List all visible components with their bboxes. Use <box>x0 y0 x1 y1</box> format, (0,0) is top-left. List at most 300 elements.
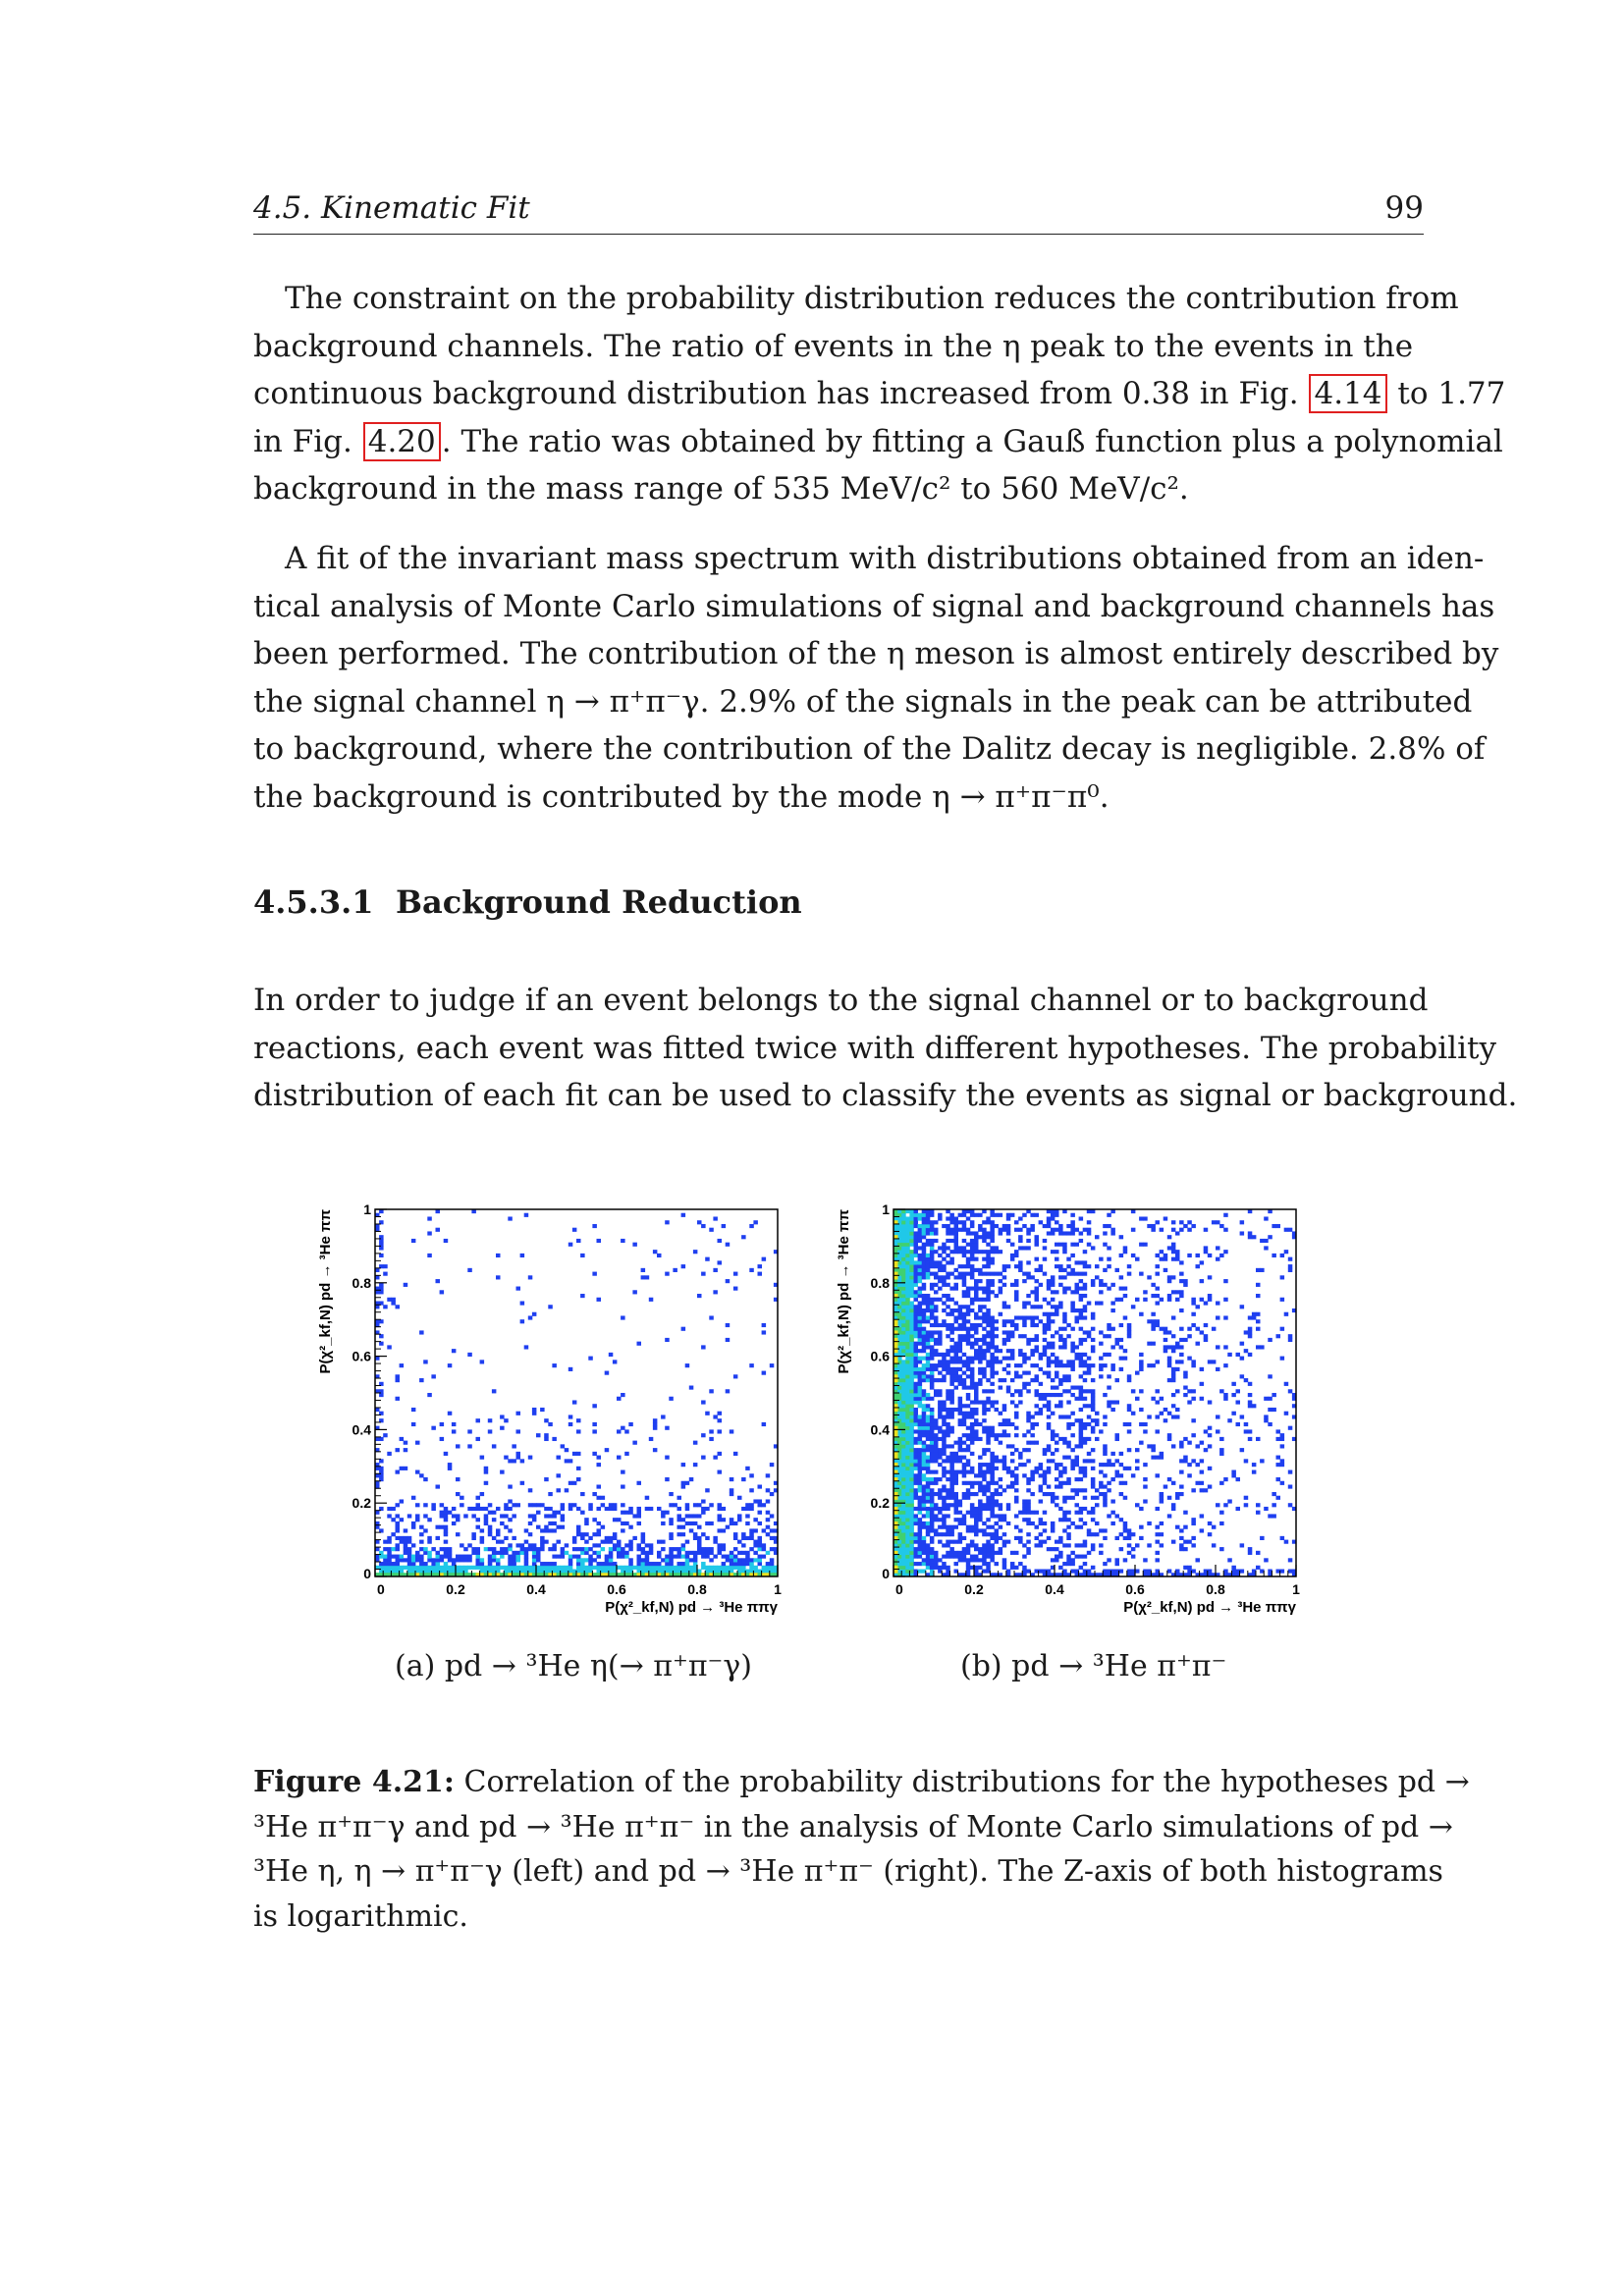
histogram-bin <box>427 1518 432 1522</box>
histogram-bin <box>1026 1481 1031 1485</box>
histogram-bin <box>1095 1418 1100 1422</box>
histogram-bin <box>730 1518 734 1522</box>
histogram-bin <box>431 1503 436 1507</box>
histogram-bin <box>440 1570 445 1574</box>
histogram-bin <box>901 1363 906 1367</box>
histogram-bin <box>926 1334 931 1338</box>
histogram-bin <box>901 1338 906 1342</box>
histogram-bin <box>1212 1543 1217 1547</box>
histogram-bin <box>922 1228 927 1232</box>
histogram-bin <box>982 1349 987 1353</box>
histogram-bin <box>524 1558 529 1562</box>
histogram-bin <box>1127 1551 1132 1555</box>
histogram-bin <box>1191 1397 1196 1401</box>
histogram-bin <box>949 1287 954 1291</box>
histogram-bin <box>954 1441 959 1445</box>
histogram-bin <box>561 1555 566 1559</box>
histogram-bin <box>901 1543 906 1547</box>
histogram-bin <box>1183 1386 1188 1390</box>
histogram-bin <box>1167 1330 1172 1334</box>
histogram-bin <box>544 1562 549 1566</box>
histogram-bin <box>1200 1459 1205 1463</box>
figure-ref-4-14[interactable]: 4.14 <box>1309 374 1386 413</box>
histogram-bin <box>905 1231 910 1235</box>
histogram-bin <box>741 1543 746 1547</box>
histogram-bin <box>1035 1378 1040 1382</box>
histogram-bin <box>1236 1422 1241 1426</box>
histogram-bin <box>1010 1393 1015 1397</box>
histogram-bin <box>909 1338 914 1342</box>
histogram-bin <box>905 1518 910 1522</box>
histogram-bin <box>1018 1246 1023 1250</box>
histogram-bin <box>901 1268 906 1272</box>
histogram-bin <box>999 1290 1003 1294</box>
histogram-bin <box>1204 1246 1209 1250</box>
histogram-bin <box>926 1433 931 1437</box>
histogram-bin <box>592 1543 597 1547</box>
histogram-bin <box>1151 1323 1156 1327</box>
histogram-bin <box>436 1525 441 1529</box>
histogram-bin <box>1070 1213 1075 1217</box>
histogram-bin <box>576 1507 581 1511</box>
histogram-bin <box>528 1503 533 1507</box>
histogram-bin <box>1022 1518 1027 1522</box>
histogram-bin <box>532 1503 537 1507</box>
histogram-bin <box>1058 1382 1063 1386</box>
histogram-bin <box>914 1389 919 1393</box>
histogram-bin <box>471 1566 476 1570</box>
histogram-bin <box>1160 1327 1164 1331</box>
histogram-bin <box>897 1231 902 1235</box>
histogram-bin <box>657 1566 662 1570</box>
histogram-bin <box>452 1522 457 1525</box>
histogram-bin <box>645 1275 650 1279</box>
histogram-bin <box>970 1525 975 1529</box>
histogram-bin <box>918 1231 923 1235</box>
histogram-bin <box>609 1507 614 1511</box>
histogram-bin <box>1079 1294 1084 1298</box>
histogram-bin <box>1110 1408 1115 1412</box>
histogram-bin <box>974 1412 979 1415</box>
histogram-bin <box>1167 1378 1172 1382</box>
histogram-bin <box>484 1547 489 1551</box>
histogram-bin <box>1002 1467 1006 1470</box>
histogram-bin <box>1280 1327 1285 1331</box>
histogram-bin <box>1047 1536 1052 1540</box>
histogram-bin <box>982 1547 987 1551</box>
histogram-bin <box>1256 1268 1261 1272</box>
histogram-bin <box>938 1404 943 1408</box>
histogram-bin <box>970 1345 975 1349</box>
histogram-bin <box>404 1558 408 1562</box>
histogram-bin <box>986 1283 991 1287</box>
histogram-bin <box>1022 1448 1027 1452</box>
histogram-bin <box>986 1287 991 1291</box>
histogram-bin <box>990 1511 995 1515</box>
histogram-bin <box>942 1319 947 1323</box>
histogram-bin <box>709 1558 714 1562</box>
histogram-bin <box>897 1532 902 1536</box>
histogram-bin <box>415 1555 420 1559</box>
histogram-bin <box>749 1558 754 1562</box>
histogram-bin <box>632 1441 637 1445</box>
histogram-bin <box>918 1393 923 1397</box>
histogram-bin <box>488 1532 493 1536</box>
histogram-bin <box>930 1496 935 1500</box>
histogram-bin <box>905 1492 910 1496</box>
histogram-bin <box>1164 1418 1168 1422</box>
histogram-bin <box>922 1216 927 1220</box>
histogram-bin <box>1171 1371 1176 1375</box>
histogram-bin <box>391 1562 396 1566</box>
histogram-bin <box>1151 1228 1156 1232</box>
histogram-bin <box>995 1437 1000 1441</box>
histogram-bin <box>685 1551 690 1555</box>
histogram-bin <box>922 1287 927 1291</box>
histogram-bin <box>528 1488 533 1492</box>
histogram-bin <box>512 1514 516 1518</box>
histogram-bin <box>1103 1334 1108 1338</box>
histogram-bin <box>1107 1558 1111 1562</box>
histogram-bin <box>480 1456 485 1460</box>
histogram-bin <box>431 1558 436 1562</box>
histogram-bin <box>922 1338 927 1342</box>
histogram-bin <box>766 1488 771 1492</box>
histogram-bin <box>1171 1507 1176 1511</box>
histogram-bin <box>1010 1551 1015 1555</box>
histogram-bin <box>918 1540 923 1544</box>
histogram-bin <box>909 1477 914 1481</box>
histogram-bin <box>681 1485 686 1489</box>
histogram-bin <box>1139 1536 1144 1540</box>
histogram-bin <box>1175 1254 1180 1257</box>
histogram-bin <box>1062 1246 1067 1250</box>
histogram-bin <box>557 1456 562 1460</box>
histogram-bin <box>926 1418 931 1422</box>
histogram-bin <box>1268 1397 1272 1401</box>
histogram-bin <box>1075 1488 1080 1492</box>
histogram-bin <box>905 1327 910 1331</box>
histogram-bin <box>1183 1547 1188 1551</box>
histogram-bin <box>1107 1287 1111 1291</box>
histogram-bin <box>1091 1429 1096 1433</box>
histogram-bin <box>990 1400 995 1404</box>
histogram-bin <box>942 1467 947 1470</box>
histogram-bin <box>1131 1547 1136 1551</box>
histogram-bin <box>488 1570 493 1574</box>
histogram-bin <box>649 1566 654 1570</box>
histogram-bin <box>536 1433 541 1437</box>
histogram-bin <box>901 1507 906 1511</box>
histogram-bin <box>905 1511 910 1515</box>
histogram-bin <box>901 1463 906 1467</box>
histogram-bin <box>396 1448 401 1452</box>
histogram-bin <box>922 1283 927 1287</box>
histogram-bin <box>641 1275 646 1279</box>
histogram-bin <box>1014 1389 1019 1393</box>
histogram-bin <box>544 1540 549 1544</box>
histogram-bin <box>982 1429 987 1433</box>
histogram-bin <box>1014 1448 1019 1452</box>
histogram-bin <box>592 1452 597 1456</box>
histogram-bin <box>1187 1334 1192 1338</box>
histogram-bin <box>427 1566 432 1570</box>
histogram-bin <box>930 1228 935 1232</box>
histogram-bin <box>949 1357 954 1361</box>
histogram-bin <box>918 1264 923 1268</box>
histogram-bin <box>1039 1268 1044 1272</box>
histogram-bin <box>990 1525 995 1529</box>
histogram-bin <box>641 1562 646 1566</box>
histogram-bin <box>918 1290 923 1294</box>
histogram-bin <box>1079 1444 1084 1448</box>
histogram-bin <box>1058 1507 1063 1511</box>
histogram-bin <box>995 1562 1000 1566</box>
histogram-bin <box>1030 1415 1035 1418</box>
p2-line-1: A fit of the invariant mass spectrum with distributions obtained from an iden- <box>285 541 1485 576</box>
histogram-bin <box>516 1503 521 1507</box>
histogram-bin <box>1200 1279 1205 1283</box>
histogram-bin <box>905 1507 910 1511</box>
histogram-bin <box>396 1555 401 1559</box>
histogram-bin <box>995 1532 1000 1536</box>
histogram-bin <box>905 1473 910 1477</box>
histogram-bin <box>909 1220 914 1224</box>
histogram-bin <box>1252 1404 1257 1408</box>
histogram-bin <box>982 1298 987 1302</box>
histogram-bin <box>914 1382 919 1386</box>
histogram-bin <box>986 1254 991 1257</box>
histogram-bin <box>938 1415 943 1418</box>
histogram-bin <box>1070 1254 1075 1257</box>
histogram-bin <box>978 1367 983 1371</box>
histogram-bin <box>1058 1268 1063 1272</box>
histogram-bin <box>1288 1389 1293 1393</box>
histogram-bin <box>1123 1357 1128 1361</box>
histogram-bin <box>962 1305 967 1308</box>
histogram-bin <box>1256 1511 1261 1515</box>
histogram-bin <box>1079 1441 1084 1445</box>
histogram-bin <box>580 1547 585 1551</box>
histogram-bin <box>949 1349 954 1353</box>
histogram-bin <box>1006 1540 1011 1544</box>
histogram-bin <box>942 1473 947 1477</box>
histogram-bin <box>508 1499 513 1503</box>
histogram-bin <box>909 1319 914 1323</box>
histogram-bin <box>990 1374 995 1378</box>
histogram-bin <box>709 1566 714 1570</box>
histogram-bin <box>909 1452 914 1456</box>
histogram-bin <box>1171 1481 1176 1485</box>
histogram-bin <box>1143 1499 1148 1503</box>
histogram-bin <box>637 1507 642 1511</box>
histogram-bin <box>1099 1543 1104 1547</box>
histogram-bin <box>934 1319 939 1323</box>
histogram-bin <box>1079 1525 1084 1529</box>
histogram-bin <box>914 1418 919 1422</box>
histogram-bin <box>914 1555 919 1559</box>
histogram-bin <box>1051 1496 1056 1500</box>
histogram-bin <box>512 1459 516 1463</box>
histogram-bin <box>1047 1408 1052 1412</box>
histogram-bin <box>1002 1463 1006 1467</box>
histogram-bin <box>1010 1452 1015 1456</box>
histogram-bin <box>1079 1308 1084 1312</box>
histogram-bin <box>914 1518 919 1522</box>
paragraph-3 <box>253 977 1518 1120</box>
histogram-bin <box>942 1429 947 1433</box>
histogram-bin <box>1099 1367 1104 1371</box>
histogram-bin <box>1083 1473 1088 1477</box>
histogram-bin <box>909 1415 914 1418</box>
histogram-bin <box>974 1437 979 1441</box>
histogram-bin <box>1066 1287 1071 1291</box>
histogram-bin <box>504 1418 509 1422</box>
histogram-bin <box>909 1323 914 1327</box>
histogram-bin <box>628 1511 633 1515</box>
histogram-bin <box>1026 1418 1031 1422</box>
histogram-bin <box>949 1485 954 1489</box>
histogram-bin <box>649 1543 654 1547</box>
histogram-bin <box>665 1566 670 1570</box>
histogram-bin <box>492 1547 497 1551</box>
histogram-bin <box>516 1558 521 1562</box>
histogram-bin <box>1051 1393 1056 1397</box>
histogram-bin <box>1264 1397 1269 1401</box>
histogram-bin <box>1018 1528 1023 1532</box>
histogram-bin <box>1051 1558 1056 1562</box>
histogram-bin <box>918 1228 923 1232</box>
histogram-bin <box>934 1231 939 1235</box>
histogram-bin <box>938 1452 943 1456</box>
histogram-bin <box>709 1551 714 1555</box>
histogram-bin <box>978 1422 983 1426</box>
histogram-bin <box>681 1463 686 1467</box>
histogram-bin <box>901 1452 906 1456</box>
histogram-bin <box>411 1525 416 1529</box>
histogram-bin <box>1191 1488 1196 1492</box>
histogram-bin <box>512 1444 516 1448</box>
histogram-bin <box>942 1433 947 1437</box>
histogram-bin <box>770 1514 775 1518</box>
histogram-bin <box>922 1330 927 1334</box>
histogram-bin <box>905 1374 910 1378</box>
histogram-bin <box>722 1555 727 1559</box>
histogram-bin <box>901 1264 906 1268</box>
histogram-bin <box>966 1433 971 1437</box>
histogram-bin <box>645 1543 650 1547</box>
histogram-bin <box>1070 1551 1075 1555</box>
histogram-bin <box>901 1345 906 1349</box>
histogram-bin <box>745 1555 750 1559</box>
histogram-bin <box>954 1540 959 1544</box>
histogram-bin <box>1175 1298 1180 1302</box>
histogram-bin <box>1167 1294 1172 1298</box>
histogram-bin <box>938 1437 943 1441</box>
histogram-bin <box>1083 1540 1088 1544</box>
histogram-bin <box>1014 1496 1019 1500</box>
histogram-bin <box>914 1319 919 1323</box>
y-tick-label: 0 <box>882 1566 890 1581</box>
histogram-bin <box>930 1363 935 1367</box>
histogram-bin <box>613 1536 618 1540</box>
histogram-bin <box>978 1470 983 1474</box>
histogram-bin <box>1196 1558 1201 1562</box>
histogram-bin <box>1062 1543 1067 1547</box>
histogram-bin <box>1083 1294 1088 1298</box>
histogram-bin <box>978 1382 983 1386</box>
histogram-bin <box>966 1330 971 1334</box>
histogram-bin <box>926 1342 931 1346</box>
histogram-bin <box>905 1444 910 1448</box>
histogram-bin <box>1200 1397 1205 1401</box>
histogram-bin <box>657 1507 662 1511</box>
histogram-bin <box>914 1254 919 1257</box>
histogram-bin <box>962 1433 967 1437</box>
histogram-bin <box>990 1334 995 1338</box>
histogram-bin <box>1240 1543 1245 1547</box>
histogram-bin <box>762 1323 767 1327</box>
histogram-bin <box>986 1463 991 1467</box>
histogram-bin <box>914 1473 919 1477</box>
figure-ref-4-20[interactable]: 4.20 <box>363 422 441 461</box>
histogram-bin <box>685 1562 690 1566</box>
histogram-bin <box>926 1216 931 1220</box>
histogram-bin <box>632 1514 637 1518</box>
histogram-bin <box>730 1488 734 1492</box>
histogram-bin <box>1047 1287 1052 1291</box>
histogram-bin <box>1179 1360 1184 1363</box>
histogram-bin <box>918 1570 923 1574</box>
histogram-bin <box>901 1429 906 1433</box>
histogram-bin <box>484 1470 489 1474</box>
histogram-bin <box>737 1518 742 1522</box>
histogram-bin <box>1062 1338 1067 1342</box>
histogram-bin <box>1035 1257 1040 1261</box>
histogram-bin <box>986 1518 991 1522</box>
histogram-bin <box>1055 1540 1059 1544</box>
histogram-bin <box>1103 1570 1108 1574</box>
histogram-bin <box>1127 1532 1132 1536</box>
histogram-bin <box>922 1415 927 1418</box>
histogram-bin <box>1151 1444 1156 1448</box>
histogram-bin <box>653 1426 658 1430</box>
histogram-bin <box>1099 1463 1104 1467</box>
histogram-bin <box>1066 1518 1071 1522</box>
histogram-bin <box>1156 1525 1161 1529</box>
histogram-bin <box>1035 1441 1040 1445</box>
histogram-bin <box>1026 1459 1031 1463</box>
section-title: Background Reduction <box>396 883 802 921</box>
histogram-bin <box>949 1456 954 1460</box>
histogram-bin <box>1058 1360 1063 1363</box>
histogram-bin <box>1083 1397 1088 1401</box>
histogram-bin <box>552 1555 557 1559</box>
histogram-bin <box>949 1260 954 1264</box>
histogram-bin <box>476 1525 481 1529</box>
histogram-bin <box>909 1456 914 1460</box>
histogram-bin <box>930 1433 935 1437</box>
histogram-bin <box>995 1499 1000 1503</box>
histogram-bin <box>657 1570 662 1574</box>
histogram-bin <box>970 1558 975 1562</box>
histogram-bin <box>922 1254 927 1257</box>
histogram-bin <box>512 1562 516 1566</box>
histogram-bin <box>1110 1363 1115 1367</box>
histogram-bin <box>1091 1518 1096 1522</box>
histogram-bin <box>990 1367 995 1371</box>
histogram-bin <box>966 1216 971 1220</box>
